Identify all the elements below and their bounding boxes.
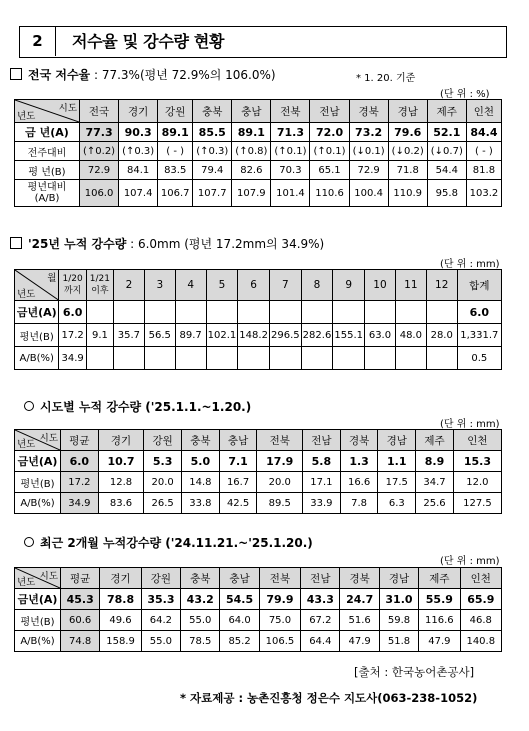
table-cell: (↑0.3) (193, 142, 232, 161)
reservoir-date-note: * 1. 20. 기준 (356, 73, 416, 84)
table-cell: 7.1 (219, 451, 257, 472)
table-cell: 127.5 (453, 493, 501, 514)
table-cell: (↑0.3) (119, 142, 158, 161)
two-month-heading-title: 최근 2개월 누적강수량 ('24.11.21.~'25.1.20.) (40, 536, 313, 550)
column-header: 12 (426, 270, 457, 301)
table-row (15, 493, 502, 514)
row-label: A/B(%) (15, 493, 61, 514)
table-cell (113, 301, 144, 324)
two-month-heading (24, 534, 313, 551)
table-cell: 28.0 (426, 324, 457, 347)
column-header: 전국 (80, 100, 119, 123)
table-cell: 155.1 (333, 324, 365, 347)
column-header: 경기 (119, 100, 158, 123)
table-cell: 1,331.7 (457, 324, 501, 347)
table-cell: 51.6 (340, 610, 379, 631)
table-cell: ( - ) (466, 142, 501, 161)
table-cell: 74.8 (61, 631, 100, 652)
column-header: 6 (238, 270, 270, 301)
table-cell: 6.0 (59, 301, 86, 324)
data-source: [출처 : 한국농어촌공사] (354, 665, 475, 679)
table-cell: 1.3 (340, 451, 378, 472)
table-row (15, 324, 502, 347)
table-cell: 0.5 (457, 347, 501, 370)
table-cell: 7.8 (340, 493, 378, 514)
reservoir-heading-label: 전국 저수율 (28, 68, 91, 82)
table-cell: ( - ) (158, 142, 193, 161)
table-cell: 77.3 (80, 123, 119, 142)
table-cell: 102.1 (206, 324, 238, 347)
table-cell: 72.9 (80, 161, 119, 180)
table-cell: 107.9 (232, 180, 271, 207)
row-label: 평년(B) (15, 324, 59, 347)
table-cell: 46.8 (460, 610, 501, 631)
precip-heading-label: '25년 누적 강수량 (28, 237, 127, 251)
table-cell: 110.6 (310, 180, 349, 207)
table-cell: 101.4 (271, 180, 310, 207)
table-cell: 34.9 (61, 493, 99, 514)
table-cell: 89.7 (175, 324, 206, 347)
precip-heading-text: : 6.0mm (평년 17.2mm의 34.9%) (130, 237, 325, 251)
corner-bottom-label: 년도 (17, 111, 36, 122)
table-cell (144, 301, 175, 324)
row-label: 평 년(B) (15, 161, 80, 180)
table-cell: 5.0 (182, 451, 220, 472)
table-cell: 47.9 (419, 631, 460, 652)
row-label: 금년(A) (15, 589, 61, 610)
table-header-row (15, 270, 502, 301)
reservoir-heading (10, 66, 276, 83)
table-cell: 106.5 (259, 631, 300, 652)
column-header: 10 (365, 270, 396, 301)
corner-bottom-label: 년도 (17, 289, 36, 300)
regional-unit: (단 위 : mm) (440, 419, 500, 430)
table-cell: 17.1 (303, 472, 341, 493)
regional-heading-title: 시도별 누적 강수량 ('25.1.1.~1.20.) (40, 400, 252, 414)
row-label: A/B(%) (15, 347, 59, 370)
corner-top-label: 월 (47, 273, 57, 284)
table-cell: 79.9 (259, 589, 300, 610)
column-header: 전남 (303, 430, 341, 451)
table-cell (238, 347, 270, 370)
table-cell: 106.0 (80, 180, 119, 207)
table-cell: 140.8 (460, 631, 501, 652)
table-cell: 35.7 (113, 324, 144, 347)
table-cell: 20.0 (144, 472, 182, 493)
table-cell: 64.2 (141, 610, 180, 631)
column-header: 9 (333, 270, 365, 301)
column-header: 제주 (427, 100, 466, 123)
column-header: 경남 (388, 100, 427, 123)
table-cell: 282.6 (301, 324, 333, 347)
table-cell: 79.6 (388, 123, 427, 142)
column-header: 경북 (340, 430, 378, 451)
column-header: 1/20 까지 (59, 270, 86, 301)
column-header: 충남 (232, 100, 271, 123)
table-cell: 17.2 (59, 324, 86, 347)
row-label: 금년(A) (15, 451, 61, 472)
corner-cell (15, 100, 80, 123)
table-cell: 158.9 (100, 631, 141, 652)
square-bullet-icon (10, 237, 22, 249)
table-cell: (↓0.2) (388, 142, 427, 161)
table-cell: 103.2 (466, 180, 501, 207)
table-cell: 33.8 (182, 493, 220, 514)
column-header: 강원 (158, 100, 193, 123)
table-cell: 12.8 (98, 472, 144, 493)
table-cell: 84.1 (119, 161, 158, 180)
corner-cell (15, 270, 59, 301)
table-cell: 83.5 (158, 161, 193, 180)
column-header: 1/21 이후 (86, 270, 113, 301)
table-cell: 17.5 (378, 472, 416, 493)
table-cell: 25.6 (416, 493, 454, 514)
section-title: 저수율 및 강수량 현황 (72, 32, 225, 51)
row-label: 전주대비 (15, 142, 80, 161)
table-cell: 55.0 (141, 631, 180, 652)
column-header: 충북 (193, 100, 232, 123)
column-header: 인천 (466, 100, 501, 123)
column-header: 평균 (61, 568, 100, 589)
regional-heading (24, 398, 251, 415)
table-cell: 78.8 (100, 589, 141, 610)
table-cell (113, 347, 144, 370)
corner-cell (15, 430, 61, 451)
table-cell: 100.4 (349, 180, 388, 207)
row-label: 평년대비 (A/B) (15, 180, 80, 207)
column-header: 전남 (310, 100, 349, 123)
table-cell (365, 301, 396, 324)
row-label: 금 년(A) (15, 123, 80, 142)
column-header: 전북 (259, 568, 300, 589)
table-row (15, 142, 502, 161)
table-row (15, 180, 502, 207)
table-cell: 60.6 (61, 610, 100, 631)
table-cell: 6.0 (457, 301, 501, 324)
column-header: 인천 (453, 430, 501, 451)
table-row (15, 589, 502, 610)
table-row (15, 123, 502, 142)
table-cell (365, 347, 396, 370)
table-header-row (15, 568, 502, 589)
column-header: 경북 (349, 100, 388, 123)
table-cell: 26.5 (144, 493, 182, 514)
corner-top-label: 시도 (58, 103, 77, 114)
table-cell: (↑0.2) (80, 142, 119, 161)
table-cell (238, 301, 270, 324)
table-row (15, 472, 502, 493)
table-cell: 43.3 (301, 589, 340, 610)
table-cell: 17.9 (257, 451, 303, 472)
table-cell (206, 301, 238, 324)
two-month-precip-table (14, 567, 502, 652)
column-header: 제주 (419, 568, 460, 589)
table-row (15, 301, 502, 324)
row-label: A/B(%) (15, 631, 61, 652)
column-header: 경기 (100, 568, 141, 589)
table-cell: 79.4 (193, 161, 232, 180)
table-cell: 107.7 (193, 180, 232, 207)
table-cell (86, 347, 113, 370)
table-header-row (15, 430, 502, 451)
table-cell: 95.8 (427, 180, 466, 207)
corner-bottom-label: 년도 (17, 577, 36, 588)
column-header: 강원 (141, 568, 180, 589)
table-cell (426, 301, 457, 324)
table-cell: 71.3 (271, 123, 310, 142)
table-cell: 89.1 (232, 123, 271, 142)
row-label: 평년(B) (15, 472, 61, 493)
table-cell: (↑0.1) (271, 142, 310, 161)
table-cell: 16.7 (219, 472, 257, 493)
table-cell: 55.0 (181, 610, 220, 631)
column-header: 전북 (271, 100, 310, 123)
table-cell: 64.4 (301, 631, 340, 652)
table-cell: 47.9 (340, 631, 379, 652)
table-cell (175, 301, 206, 324)
table-cell: 85.2 (220, 631, 259, 652)
table-cell: 5.8 (303, 451, 341, 472)
table-cell: 82.6 (232, 161, 271, 180)
data-provider: * 자료제공 : 농촌진흥청 정은수 지도사(063-238-1052) (180, 691, 478, 705)
table-cell: (↑0.1) (310, 142, 349, 161)
column-header: 경남 (378, 430, 416, 451)
column-header: 강원 (144, 430, 182, 451)
column-header: 4 (175, 270, 206, 301)
table-cell: 64.0 (220, 610, 259, 631)
table-cell: (↓0.1) (349, 142, 388, 161)
table-cell: 55.9 (419, 589, 460, 610)
two-month-unit: (단 위 : mm) (440, 556, 500, 567)
table-cell: 6.0 (61, 451, 99, 472)
table-cell: 54.5 (220, 589, 259, 610)
table-cell: 89.5 (257, 493, 303, 514)
precip-monthly-table (14, 269, 502, 370)
column-header: 경남 (379, 568, 418, 589)
table-cell: 51.8 (379, 631, 418, 652)
table-cell (269, 301, 301, 324)
table-cell: 70.3 (271, 161, 310, 180)
table-cell: 9.1 (86, 324, 113, 347)
precip-unit: (단 위 : mm) (440, 259, 500, 270)
column-header: 5 (206, 270, 238, 301)
table-cell (426, 347, 457, 370)
column-header: 평균 (61, 430, 99, 451)
table-cell: 106.7 (158, 180, 193, 207)
table-cell: 148.2 (238, 324, 270, 347)
table-cell: 54.4 (427, 161, 466, 180)
square-bullet-icon (10, 68, 22, 80)
table-cell: 65.1 (310, 161, 349, 180)
table-cell: 67.2 (301, 610, 340, 631)
table-cell: 296.5 (269, 324, 301, 347)
column-header: 충북 (181, 568, 220, 589)
table-row (15, 347, 502, 370)
table-row (15, 451, 502, 472)
table-cell (301, 347, 333, 370)
table-cell: 35.3 (141, 589, 180, 610)
circle-bullet-icon (24, 537, 34, 547)
table-cell (269, 347, 301, 370)
column-header: 충남 (219, 430, 257, 451)
section-header (19, 26, 507, 58)
table-cell: 59.8 (379, 610, 418, 631)
table-cell: 5.3 (144, 451, 182, 472)
precip-heading (10, 235, 324, 252)
table-cell: 49.6 (100, 610, 141, 631)
table-cell: 8.9 (416, 451, 454, 472)
table-cell: 34.7 (416, 472, 454, 493)
row-label: 평년(B) (15, 610, 61, 631)
table-row (15, 631, 502, 652)
table-cell: 6.3 (378, 493, 416, 514)
table-cell: 16.6 (340, 472, 378, 493)
table-cell: 110.9 (388, 180, 427, 207)
table-cell: 65.9 (460, 589, 501, 610)
column-header: 충남 (220, 568, 259, 589)
table-cell: 56.5 (144, 324, 175, 347)
corner-cell (15, 568, 61, 589)
corner-bottom-label: 년도 (17, 439, 36, 450)
table-cell: 14.8 (182, 472, 220, 493)
table-cell: 71.8 (388, 161, 427, 180)
table-row (15, 161, 502, 180)
table-cell: 15.3 (453, 451, 501, 472)
table-cell: 52.1 (427, 123, 466, 142)
table-cell: 24.7 (340, 589, 379, 610)
table-cell: 42.5 (219, 493, 257, 514)
column-header: 충북 (182, 430, 220, 451)
table-cell: 31.0 (379, 589, 418, 610)
table-cell: 72.0 (310, 123, 349, 142)
table-cell: 89.1 (158, 123, 193, 142)
table-cell: 72.9 (349, 161, 388, 180)
table-cell (395, 347, 426, 370)
table-cell: 10.7 (98, 451, 144, 472)
column-header: 인천 (460, 568, 501, 589)
regional-precip-table (14, 429, 502, 514)
table-header-row (15, 100, 502, 123)
table-cell: 63.0 (365, 324, 396, 347)
table-cell: 33.9 (303, 493, 341, 514)
column-header: 2 (113, 270, 144, 301)
column-header: 경기 (98, 430, 144, 451)
row-label: 금년(A) (15, 301, 59, 324)
table-cell: 83.6 (98, 493, 144, 514)
table-cell: 17.2 (61, 472, 99, 493)
table-row (15, 610, 502, 631)
column-header: 11 (395, 270, 426, 301)
table-cell (301, 301, 333, 324)
table-cell: 73.2 (349, 123, 388, 142)
corner-top-label: 시도 (39, 433, 58, 444)
column-header: 전북 (257, 430, 303, 451)
table-cell: 75.0 (259, 610, 300, 631)
column-header: 3 (144, 270, 175, 301)
table-cell: 20.0 (257, 472, 303, 493)
table-cell: (↓0.7) (427, 142, 466, 161)
section-number: 2 (20, 27, 56, 56)
table-cell: 84.4 (466, 123, 501, 142)
table-cell: 48.0 (395, 324, 426, 347)
table-cell (395, 301, 426, 324)
column-header: 합계 (457, 270, 501, 301)
table-cell (206, 347, 238, 370)
reservoir-heading-text: : 77.3%(평년 72.9%의 106.0%) (93, 68, 276, 82)
table-cell (175, 347, 206, 370)
table-cell (144, 347, 175, 370)
column-header: 전남 (301, 568, 340, 589)
table-cell (333, 347, 365, 370)
table-cell: 1.1 (378, 451, 416, 472)
table-cell: 85.5 (193, 123, 232, 142)
table-cell: 116.6 (419, 610, 460, 631)
column-header: 7 (269, 270, 301, 301)
table-cell (333, 301, 365, 324)
column-header: 8 (301, 270, 333, 301)
column-header: 경북 (340, 568, 379, 589)
reservoir-unit: (단 위 : %) (440, 89, 490, 100)
table-cell: 34.9 (59, 347, 86, 370)
table-cell: 90.3 (119, 123, 158, 142)
table-cell: 81.8 (466, 161, 501, 180)
circle-bullet-icon (24, 401, 34, 411)
table-cell: 78.5 (181, 631, 220, 652)
table-cell: 43.2 (181, 589, 220, 610)
reservoir-table (14, 99, 502, 207)
table-cell: 107.4 (119, 180, 158, 207)
table-cell: (↑0.8) (232, 142, 271, 161)
corner-top-label: 시도 (39, 571, 58, 582)
table-cell: 12.0 (453, 472, 501, 493)
table-cell: 45.3 (61, 589, 100, 610)
column-header: 제주 (416, 430, 454, 451)
table-cell (86, 301, 113, 324)
